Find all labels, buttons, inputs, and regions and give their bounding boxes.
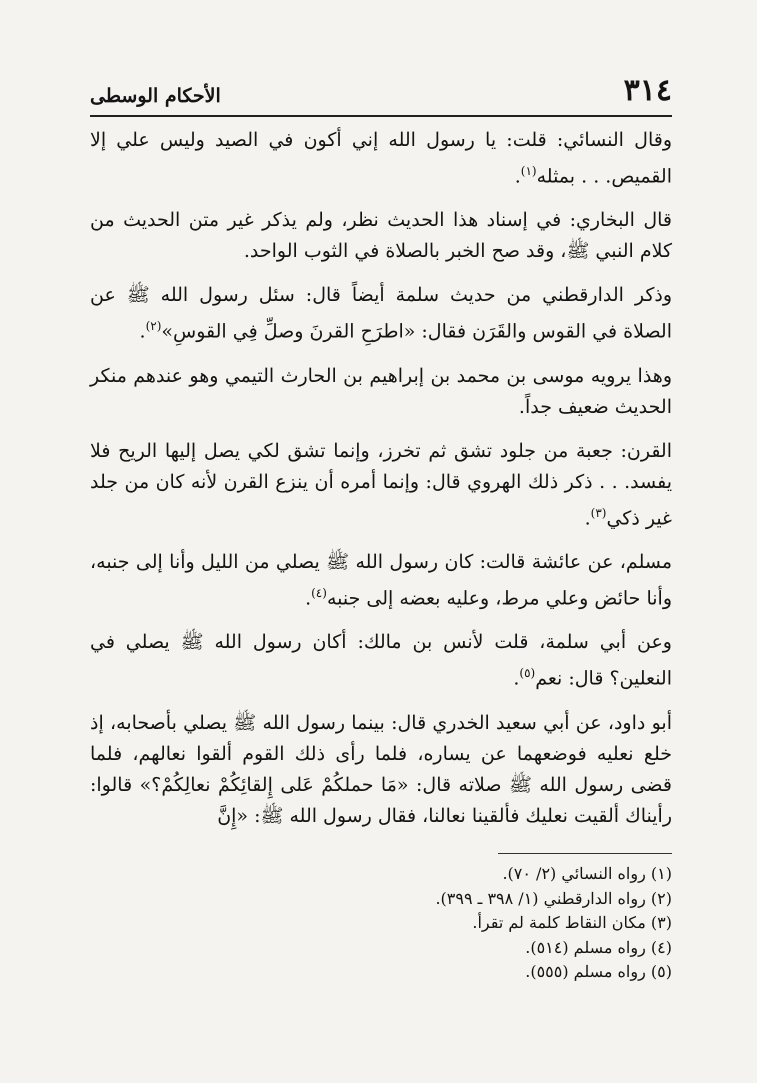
running-title: الأحكام الوسطى — [90, 85, 221, 107]
footnote-divider — [498, 853, 672, 854]
footnotes — [90, 862, 672, 985]
paragraph: وهذا يرويه موسى بن محمد بن إبراهيم بن الحارث التيمي وهو عندهم منكر الحديث ضعيف جداً. — [90, 364, 672, 418]
footnote-ref: (٥) — [519, 666, 536, 681]
footnote: (٥) رواه مسلم (٥٥٥). — [525, 962, 672, 981]
main-text — [90, 125, 672, 845]
paragraph: أبو داود، عن أبي سعيد الخدري قال: بينما رسول الله ﷺ يصلي بأصحابه، إذ خلع نعليه فوضعهما عن يساره، فلما رأى ذلك القوم ألقوا نعالهم، فلما قضى رسول الله ﷺ صلاته قال: «مَا حملكُمْ عَلى إِلقائِكُمْ نعالِكُمْ؟» قالوا: رأيناك ألقيت نعليك فألقينا نعالنا، فقال رسول الله ﷺ: «إِنَّ — [90, 711, 672, 827]
page-header — [90, 74, 672, 114]
footnote: (١) رواه النسائي (٢/ ٧٠). — [502, 864, 672, 883]
footnote: (٣) مكان النقاط كلمة لم تقرأ. — [472, 913, 672, 932]
paragraph: وذكر الدارقطني من حديث سلمة أيضاً قال: سئل رسول الله ﷺ عن الصلاة في القوس والقَرَن فقال: «اطرَحِ القرنَ وصلِّ فِي القوسِ»$^{(٢)}$. — [90, 284, 672, 343]
footnote: (٤) رواه مسلم (٥١٤). — [525, 937, 672, 957]
footnote-ref: (٤) — [311, 585, 327, 600]
paragraph: قال البخاري: في إسناد هذا الحديث نظر، ولم يذكر غير متن الحديث من كلام النبي ﷺ، وقد صح الخبر بالصلاة في الثوب الواحد. — [90, 209, 672, 263]
paragraph: وعن أبي سلمة، قلت لأنس بن مالك: أكان رسول الله ﷺ يصلي في النعلين؟ قال: نعم$^{(٥)}$. — [90, 631, 672, 690]
footnote-ref: (١) — [520, 164, 537, 178]
footnote-ref: (٣) — [590, 505, 607, 520]
header-divider — [90, 115, 672, 117]
footnote: (٢) رواه الدارقطني (١/ ٣٩٨ ـ ٣٩٩). — [435, 888, 672, 908]
paragraph: مسلم، عن عائشة قالت: كان رسول الله ﷺ يصلي من الليل وأنا إلى جنبه، وأنا حائض وعلي مرط، وعليه بعضه إلى جنبه$^{(٤)}$. — [90, 550, 672, 610]
paragraph: القرن: جعبة من جلود تشق ثم تخرز، وإنما تشق لكي يصل إليها الريح فلا يفسد. . . ذكر ذلك الهروي قال: وإنما أمره أن ينزع القرن لأنه كان من جلد غير ذكي$^{(٣)}$. — [90, 439, 672, 529]
page-number: ٣١٤ — [623, 73, 672, 108]
paragraph: وقال النسائي: قلت: يا رسول الله إني أكون في الصيد وليس علي إلا القميص. . . بمثله$^{(١)}$. — [90, 129, 672, 188]
footnote-ref: (٢) — [145, 319, 162, 334]
